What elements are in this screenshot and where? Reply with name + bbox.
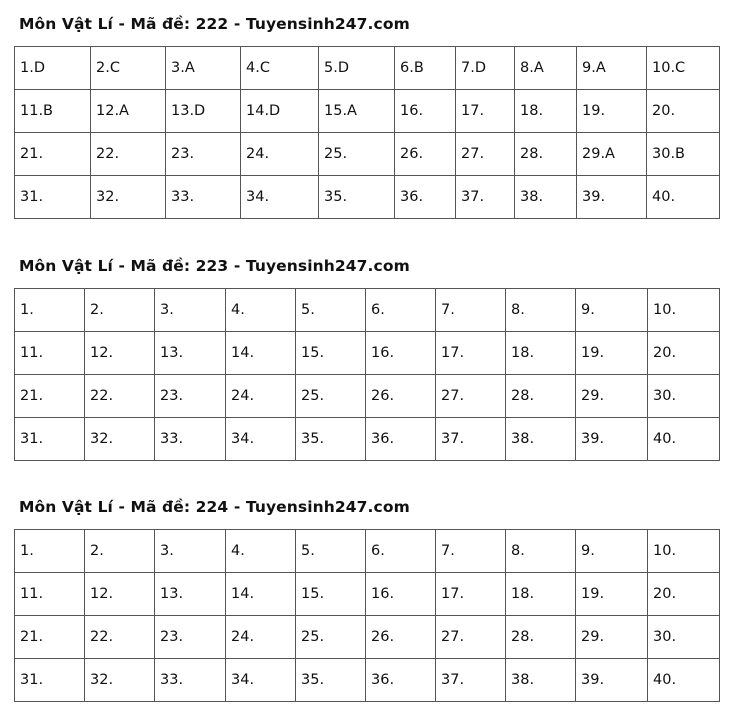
- answer-cell: 27.: [436, 375, 506, 418]
- answer-cell: 10.: [648, 530, 720, 573]
- answer-cell: 4.: [226, 289, 296, 332]
- answer-cell: 27.: [436, 616, 506, 659]
- answer-cell: 34.: [226, 418, 296, 461]
- answer-cell: 38.: [515, 176, 577, 219]
- answer-cell: 12.: [85, 332, 155, 375]
- answer-cell: 25.: [296, 616, 366, 659]
- answer-cell: 2.C: [91, 47, 166, 90]
- answer-cell: 35.: [296, 418, 366, 461]
- table-row: [15, 133, 720, 176]
- answer-cell: 17.: [436, 332, 506, 375]
- answer-cell: 38.: [506, 659, 576, 702]
- answer-cell: 23.: [155, 616, 226, 659]
- answer-cell: 13.D: [166, 90, 241, 133]
- answer-cell: 13.: [155, 332, 226, 375]
- answer-cell: 28.: [506, 375, 576, 418]
- answer-cell: 27.: [456, 133, 515, 176]
- answer-cell: 39.: [577, 176, 647, 219]
- table-row: [15, 616, 720, 659]
- answer-cell: 26.: [395, 133, 456, 176]
- table-row: [15, 418, 720, 461]
- answer-cell: 37.: [456, 176, 515, 219]
- answer-cell: 16.: [395, 90, 456, 133]
- answer-cell: 40.: [648, 418, 720, 461]
- table-row: [15, 332, 720, 375]
- answer-cell: 8.: [506, 289, 576, 332]
- answer-cell: 34.: [241, 176, 319, 219]
- answer-cell: 15.: [296, 332, 366, 375]
- answer-cell: 11.: [15, 332, 85, 375]
- answer-cell: 7.: [436, 530, 506, 573]
- answer-cell: 39.: [576, 659, 648, 702]
- answer-cell: 33.: [166, 176, 241, 219]
- answer-cell: 25.: [319, 133, 395, 176]
- answer-cell: 35.: [296, 659, 366, 702]
- answer-cell: 16.: [366, 332, 436, 375]
- answer-cell: 12.: [85, 573, 155, 616]
- answer-cell: 14.D: [241, 90, 319, 133]
- table-row: [15, 530, 720, 573]
- answer-table-224: [14, 529, 720, 702]
- answer-cell: 21.: [15, 616, 85, 659]
- table-row: [15, 90, 720, 133]
- answer-cell: 20.: [648, 573, 720, 616]
- answer-cell: 30.: [648, 616, 720, 659]
- table-row: [15, 659, 720, 702]
- answer-cell: 40.: [647, 176, 720, 219]
- answer-cell: 18.: [506, 573, 576, 616]
- answer-cell: 9.: [576, 530, 648, 573]
- answer-cell: 39.: [576, 418, 648, 461]
- answer-cell: 19.: [577, 90, 647, 133]
- answer-cell: 7.: [436, 289, 506, 332]
- answer-cell: 29.: [576, 616, 648, 659]
- answer-cell: 21.: [15, 375, 85, 418]
- table-row: [15, 375, 720, 418]
- answer-cell: 9.A: [577, 47, 647, 90]
- table-row: [15, 289, 720, 332]
- answer-cell: 9.: [576, 289, 648, 332]
- answer-cell: 17.: [436, 573, 506, 616]
- answer-cell: 4.: [226, 530, 296, 573]
- answer-cell: 22.: [85, 375, 155, 418]
- answer-cell: 24.: [226, 616, 296, 659]
- answer-cell: 32.: [91, 176, 166, 219]
- table-row: [15, 176, 720, 219]
- answer-cell: 31.: [15, 659, 85, 702]
- answer-cell: 11.B: [15, 90, 91, 133]
- answer-cell: 7.D: [456, 47, 515, 90]
- answer-cell: 25.: [296, 375, 366, 418]
- section-title-222: Môn Vật Lí - Mã đề: 222 - Tuyensinh247.com: [19, 15, 410, 33]
- answer-cell: 36.: [366, 659, 436, 702]
- answer-cell: 20.: [648, 332, 720, 375]
- answer-cell: 5.: [296, 530, 366, 573]
- answer-cell: 17.: [456, 90, 515, 133]
- answer-cell: 26.: [366, 375, 436, 418]
- answer-cell: 6.: [366, 289, 436, 332]
- answer-cell: 1.: [15, 530, 85, 573]
- section-title-224: Môn Vật Lí - Mã đề: 224 - Tuyensinh247.com: [19, 498, 410, 516]
- answer-cell: 2.: [85, 530, 155, 573]
- answer-cell: 3.: [155, 530, 226, 573]
- answer-cell: 34.: [226, 659, 296, 702]
- answer-cell: 10.: [648, 289, 720, 332]
- answer-cell: 24.: [241, 133, 319, 176]
- answer-cell: 40.: [648, 659, 720, 702]
- answer-cell: 23.: [155, 375, 226, 418]
- answer-cell: 28.: [515, 133, 577, 176]
- answer-cell: 23.: [166, 133, 241, 176]
- answer-cell: 15.: [296, 573, 366, 616]
- answer-cell: 8.: [506, 530, 576, 573]
- answer-cell: 32.: [85, 659, 155, 702]
- answer-cell: 18.: [515, 90, 577, 133]
- answer-cell: 5.D: [319, 47, 395, 90]
- answer-cell: 33.: [155, 659, 226, 702]
- answer-cell: 21.: [15, 133, 91, 176]
- answer-cell: 8.A: [515, 47, 577, 90]
- table-row: [15, 573, 720, 616]
- answer-cell: 36.: [366, 418, 436, 461]
- answer-cell: 5.: [296, 289, 366, 332]
- answer-cell: 1.: [15, 289, 85, 332]
- answer-cell: 3.: [155, 289, 226, 332]
- answer-cell: 6.: [366, 530, 436, 573]
- answer-cell: 16.: [366, 573, 436, 616]
- answer-cell: 12.A: [91, 90, 166, 133]
- answer-cell: 22.: [85, 616, 155, 659]
- answer-cell: 6.B: [395, 47, 456, 90]
- answer-cell: 33.: [155, 418, 226, 461]
- answer-cell: 10.C: [647, 47, 720, 90]
- answer-table-223: [14, 288, 720, 461]
- answer-cell: 14.: [226, 332, 296, 375]
- answer-cell: 31.: [15, 418, 85, 461]
- answer-cell: 24.: [226, 375, 296, 418]
- answer-cell: 37.: [436, 418, 506, 461]
- answer-cell: 30.B: [647, 133, 720, 176]
- answer-cell: 22.: [91, 133, 166, 176]
- answer-cell: 29.: [576, 375, 648, 418]
- answer-cell: 30.: [648, 375, 720, 418]
- answer-cell: 13.: [155, 573, 226, 616]
- answer-cell: 20.: [647, 90, 720, 133]
- answer-cell: 35.: [319, 176, 395, 219]
- answer-cell: 37.: [436, 659, 506, 702]
- answer-cell: 31.: [15, 176, 91, 219]
- answer-cell: 11.: [15, 573, 85, 616]
- answer-cell: 14.: [226, 573, 296, 616]
- answer-cell: 28.: [506, 616, 576, 659]
- answer-cell: 18.: [506, 332, 576, 375]
- answer-table-222: [14, 46, 720, 219]
- answer-cell: 29.A: [577, 133, 647, 176]
- answer-cell: 32.: [85, 418, 155, 461]
- answer-cell: 15.A: [319, 90, 395, 133]
- answer-cell: 38.: [506, 418, 576, 461]
- answer-cell: 36.: [395, 176, 456, 219]
- answer-cell: 4.C: [241, 47, 319, 90]
- answer-cell: 19.: [576, 332, 648, 375]
- table-row: [15, 47, 720, 90]
- answer-cell: 19.: [576, 573, 648, 616]
- answer-cell: 1.D: [15, 47, 91, 90]
- section-title-223: Môn Vật Lí - Mã đề: 223 - Tuyensinh247.com: [19, 257, 410, 275]
- answer-cell: 26.: [366, 616, 436, 659]
- answer-cell: 2.: [85, 289, 155, 332]
- answer-cell: 3.A: [166, 47, 241, 90]
